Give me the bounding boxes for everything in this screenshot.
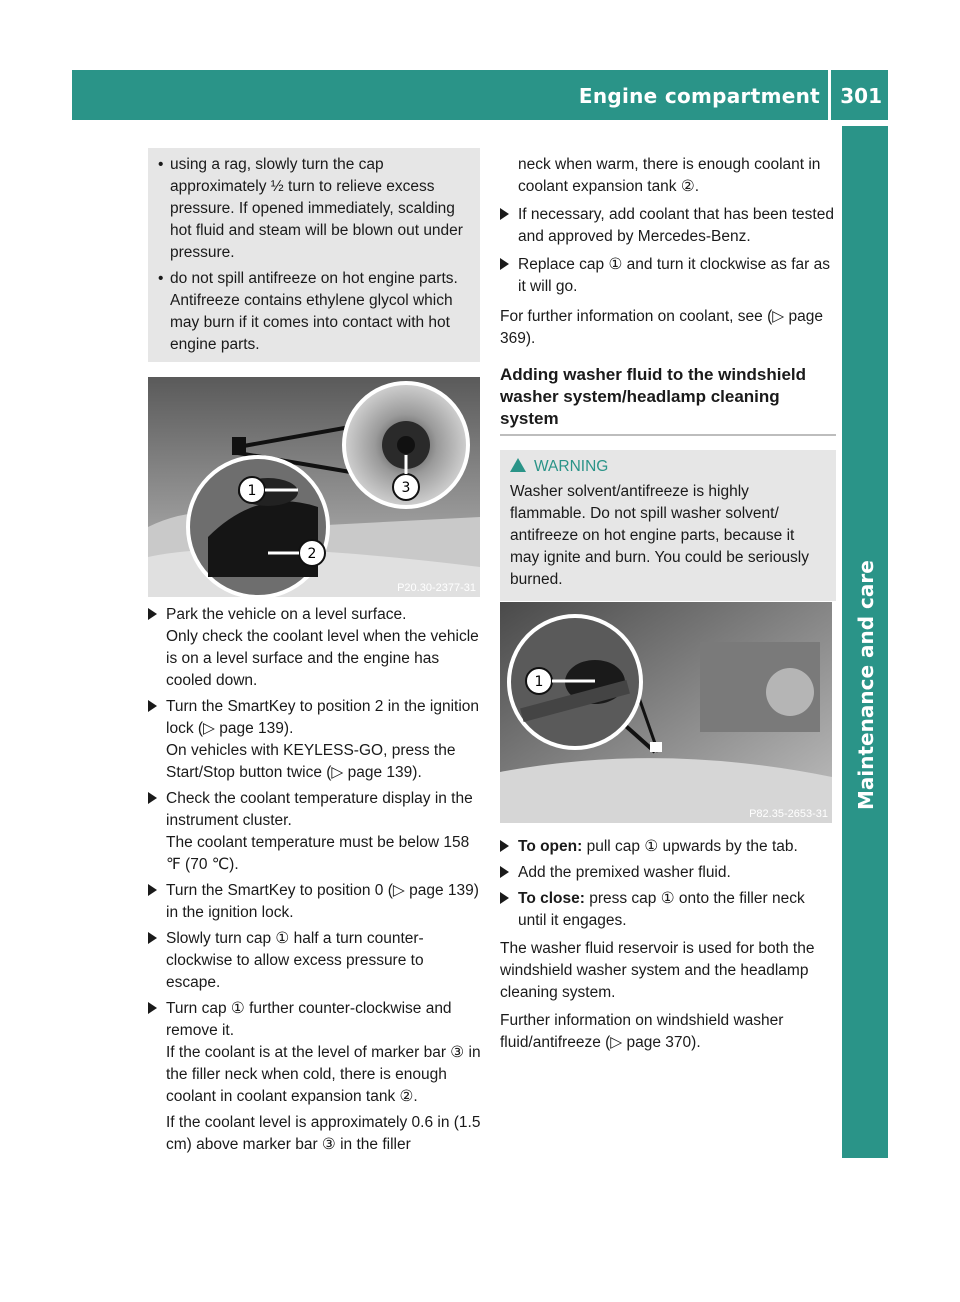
section-heading: Adding washer fluid to the windshield washer system/headlamp cleaning system [500, 364, 836, 436]
step-arrow-icon [148, 608, 157, 620]
warning-text: Washer solvent/antifreeze is highly flammable. Do not spill washer solvent/ antifreeze on hot engine parts, because it may ignite and burn. You could be seriously burned. [510, 483, 810, 588]
figure-marker [526, 668, 552, 694]
step-arrow-icon [148, 700, 157, 712]
figure-marker [393, 474, 419, 500]
warning-box [500, 450, 836, 601]
step-arrow-icon [500, 258, 509, 270]
figure-code: P20.30-2377-31 [397, 582, 476, 594]
step-arrow-icon [148, 792, 157, 804]
instruction-continuation: neck when warm, there is enough coolant in coolant expansion tank ②. [518, 156, 821, 195]
washer-reservoir-illustration [500, 602, 832, 823]
washer-info-paragraph: The washer fluid reservoir is used for both the windshield washer system and the headlamp cleaning system. [500, 940, 815, 1001]
instruction-step: Park the vehicle on a level surface. Only check the coolant level when the vehicle is on a level surface and the engine has cooled down. [148, 604, 482, 692]
step-arrow-icon [500, 866, 509, 878]
instruction-step: Add the premixed washer fluid. [500, 862, 836, 884]
instruction-step: To open: pull cap ① upwards by the tab. [500, 836, 836, 858]
coolant-tank-illustration [148, 377, 480, 597]
step-arrow-icon [148, 884, 157, 896]
step-arrow-icon [148, 932, 157, 944]
instruction-step: Replace cap ① and turn it clockwise as far as it will go. [500, 254, 836, 298]
coolant-reference: For further information on coolant, see (▷ page 369). [500, 308, 823, 347]
notice-box [148, 148, 480, 362]
step-arrow-icon [500, 208, 509, 220]
step-arrow-icon [500, 840, 509, 852]
step-arrow-icon [500, 892, 509, 904]
washer-fluid-figure [500, 602, 832, 823]
svg-text:1: 1 [247, 483, 257, 499]
washer-reference-paragraph: Further information on windshield washer fluid/antifreeze (▷ page 370). [500, 1012, 784, 1051]
notice-bullet: • do not spill antifreeze on hot engine parts. Antifreeze contains ethylene glycol which may burn if it comes into contact with hot engine parts. [158, 270, 458, 353]
instruction-step: To close: press cap ① onto the filler neck until it engages. [500, 888, 836, 932]
engine-coolant-figure [148, 377, 480, 597]
header-divider [828, 70, 831, 120]
warning-triangle-icon [510, 458, 526, 472]
page-number: 301 [840, 84, 882, 108]
warning-title: WARNING [510, 456, 826, 478]
figure-code: P82.35-2653-31 [749, 808, 828, 820]
figure-marker [239, 477, 265, 503]
figure-marker [299, 540, 325, 566]
instruction-step: Turn cap ① further counter-clockwise and remove it. If the coolant is at the level of marker bar ③ in the filler neck when cold, there is enough coolant in coolant expansion tank ②. [148, 998, 482, 1108]
step-arrow-icon [148, 1002, 157, 1014]
right-column [500, 154, 836, 601]
instruction-step: If necessary, add coolant that has been tested and approved by Mercedes-Benz. [500, 204, 836, 248]
page-header [72, 70, 888, 120]
washer-instructions [500, 836, 836, 1054]
svg-text:3: 3 [401, 480, 411, 496]
chapter-title: Engine compartment [578, 84, 820, 108]
instruction-step: Turn the SmartKey to position 0 (▷ page 139) in the ignition lock. [148, 880, 482, 924]
instruction-step: Slowly turn cap ① half a turn counter-clockwise to allow excess pressure to escape. [148, 928, 482, 994]
svg-text:1: 1 [534, 674, 544, 690]
side-tab-label [854, 760, 874, 810]
instruction-step: Turn the SmartKey to position 2 in the ignition lock (▷ page 139). On vehicles with KEYLESS-GO, press the Start/Stop button twice (▷ page 139). [148, 696, 482, 784]
notice-bullet: • using a rag, slowly turn the cap approximately ½ turn to relieve excess pressure. If opened immediately, scalding hot fluid and steam will be blown out under pressure. [158, 156, 463, 261]
svg-text:2: 2 [307, 546, 317, 562]
instruction-note: If the coolant level is approximately 0.6 in (1.5 cm) above marker bar ③ in the filler [166, 1114, 481, 1153]
instruction-step: Check the coolant temperature display in the instrument cluster. The coolant temperature must be below 158 ℉ (70 ℃). [148, 788, 482, 876]
left-instructions [148, 604, 482, 1156]
